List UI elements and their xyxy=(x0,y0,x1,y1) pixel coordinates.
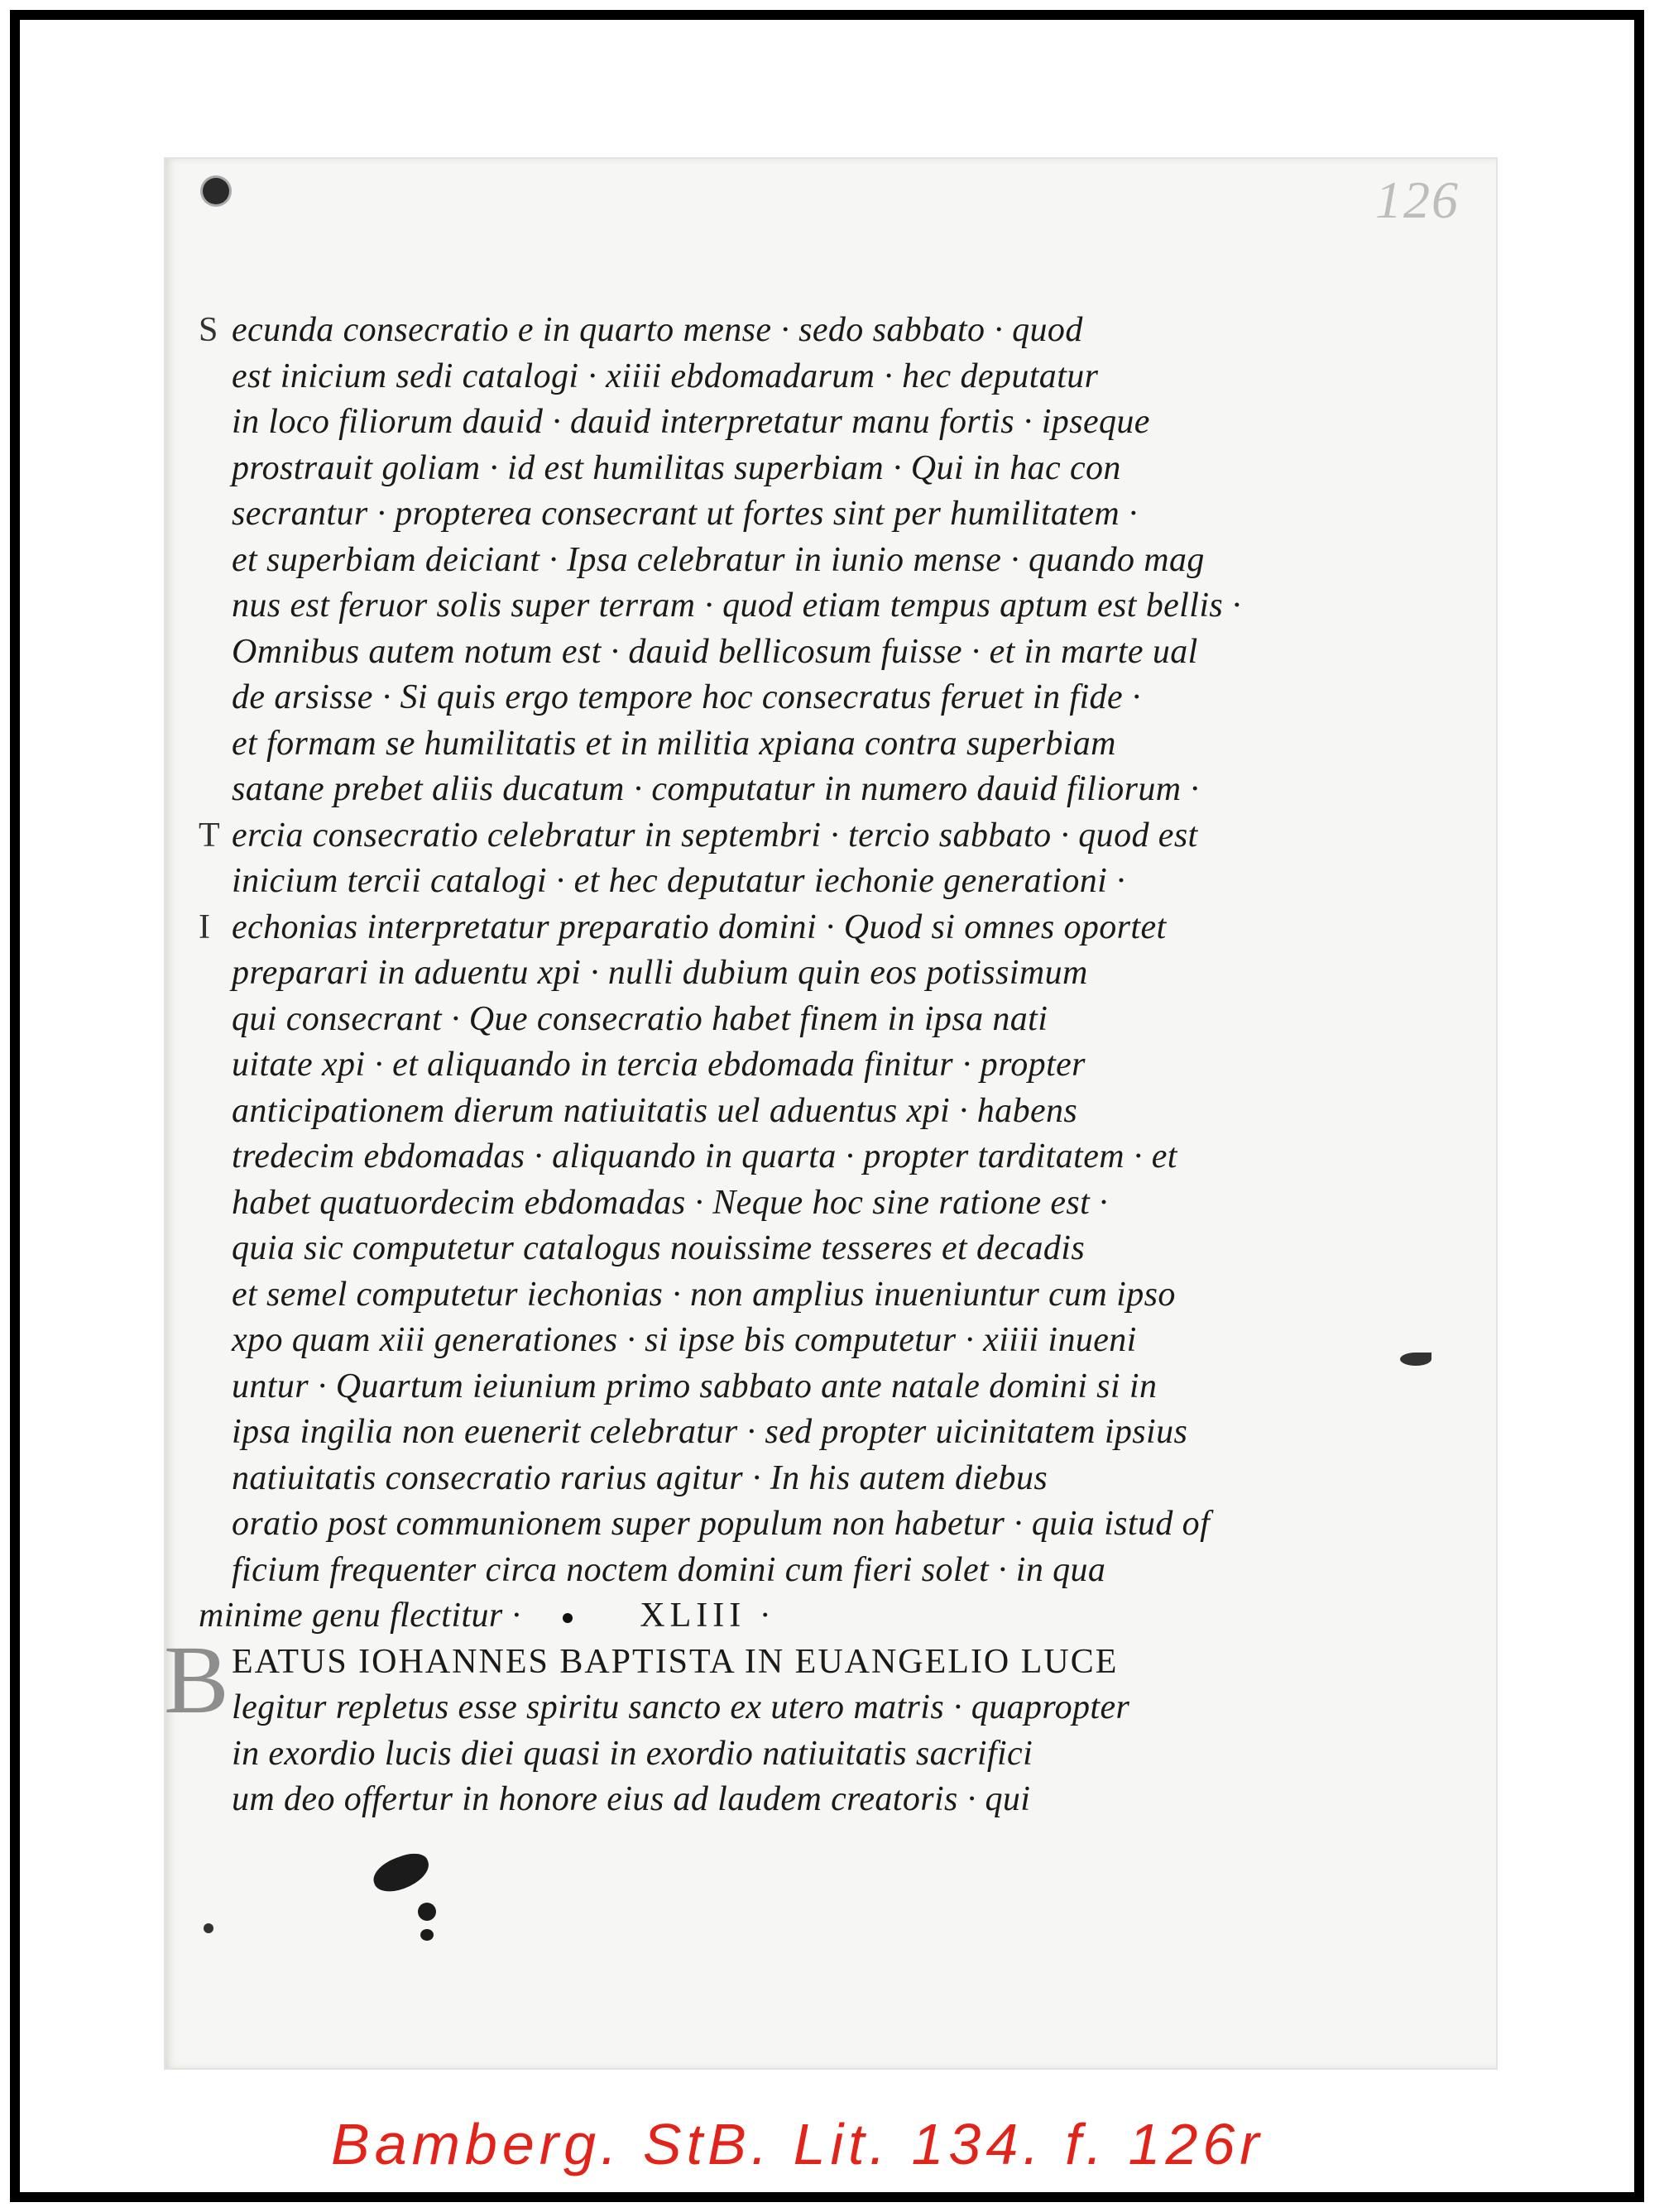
text-line xyxy=(199,491,1378,538)
line-text: legitur repletus esse spiritu sancto ex utero matris · quapropter xyxy=(232,1688,1130,1726)
text-line xyxy=(199,1180,1378,1227)
punctus-mark xyxy=(563,1613,573,1623)
folio-number: 126 xyxy=(1375,170,1460,229)
text-line xyxy=(199,308,1378,354)
text-line xyxy=(199,1318,1378,1364)
shelfmark-annotation: Bamberg. StB. Lit. 134. f. 126r xyxy=(331,2112,1264,2176)
ink-blot-dot xyxy=(420,1929,434,1941)
line-text: in loco filiorum dauid · dauid interpretatur manu fortis · ipseque xyxy=(232,403,1150,441)
chapter-heading-line xyxy=(199,1593,1378,1640)
line-text: nus est feruor solis super terram · quod etiam tempus aptum est bellis · xyxy=(232,587,1241,625)
section-initial-b: B xyxy=(164,1625,229,1734)
line-text: inicium tercii catalogi · et hec deputatur iechonie generationi · xyxy=(232,862,1126,900)
text-line xyxy=(199,354,1378,400)
line-text: EATUS IOHANNES BAPTISTA IN EUANGELIO LUCE xyxy=(232,1642,1119,1681)
line-text: de arsisse · Si quis ergo tempore hoc consecratus feruet in fide · xyxy=(232,678,1141,716)
text-line xyxy=(199,905,1378,951)
line-text: ipsa ingilia non euenerit celebratur · sed propter uicinitatem ipsius xyxy=(232,1413,1188,1451)
text-line xyxy=(199,1640,1378,1686)
text-line xyxy=(199,1456,1378,1502)
text-line xyxy=(199,1731,1378,1778)
text-line xyxy=(199,1685,1378,1731)
text-line xyxy=(199,630,1378,676)
line-text: oratio post communionem super populum non habetur · quia istud of xyxy=(232,1505,1211,1543)
line-text: et superbiam deiciant · Ipsa celebratur in iunio mense · quando mag xyxy=(232,540,1205,579)
line-text: anticipationem dierum natiuitatis uel aduentus xpi · habens xyxy=(232,1091,1078,1130)
text-line xyxy=(199,1089,1378,1135)
line-text: et formam se humilitatis et in militia xpiana contra superbiam xyxy=(232,724,1116,763)
line-text: preparari in aduentu xpi · nulli dubium quin eos potissimum xyxy=(232,954,1088,992)
line-text: qui consecrant · Que consecratio habet finem in ipsa nati xyxy=(232,999,1048,1038)
margin-dot xyxy=(204,1923,213,1933)
text-line xyxy=(199,583,1378,630)
line-text: et semel computetur iechonias · non amplius inueniuntur cum ipso xyxy=(232,1275,1176,1314)
text-line xyxy=(199,859,1378,905)
text-line xyxy=(199,767,1378,813)
ink-blot-dot xyxy=(418,1903,436,1921)
line-text: natiuitatis consecratio rarius agitur · In his autem diebus xyxy=(232,1458,1048,1497)
line-text: in exordio lucis diei quasi in exordio natiuitatis sacrifici xyxy=(232,1734,1033,1773)
text-line xyxy=(199,1777,1378,1823)
main-text xyxy=(199,308,1378,1593)
text-line xyxy=(199,1501,1378,1548)
second-section-text xyxy=(199,1640,1378,1823)
manuscript-text-block xyxy=(199,308,1378,1823)
line-text: xpo quam xiii generationes · si ipse bis computetur · xiiii inueni xyxy=(232,1321,1137,1359)
text-line xyxy=(199,950,1378,997)
line-text: satane prebet aliis ducatum · computatur in numero dauid filiorum · xyxy=(232,770,1200,808)
text-line xyxy=(199,538,1378,584)
text-line xyxy=(199,675,1378,721)
line-text: prostrauit goliam · id est humilitas superbiam · Qui in hac con xyxy=(232,448,1121,487)
text-line xyxy=(199,1272,1378,1319)
initial-letter: T xyxy=(199,816,221,855)
text-line xyxy=(199,1226,1378,1272)
initial-letter: S xyxy=(199,311,218,349)
line-text: tredecim ebdomadas · aliquando in quarta · propter tarditatem · et xyxy=(232,1137,1177,1175)
margin-ink-mark xyxy=(1400,1353,1431,1366)
line-text: uitate xpi · et aliquando in tercia ebdomada finitur · propter xyxy=(232,1046,1086,1084)
binding-hole-mark xyxy=(203,178,229,204)
line-text: um deo offertur in honore eius ad laudem creatoris · qui xyxy=(232,1780,1031,1818)
text-line xyxy=(199,813,1378,859)
text-line xyxy=(199,721,1378,768)
line-text: untur · Quartum ieiunium primo sabbato ante natale domini si in xyxy=(232,1367,1158,1405)
text-line xyxy=(199,1548,1378,1594)
text-line xyxy=(199,1134,1378,1180)
initial-letter: I xyxy=(199,907,211,946)
line-text: habet quatuordecim ebdomadas · Neque hoc sine ratione est · xyxy=(232,1183,1109,1222)
line-text: ficium frequenter circa noctem domini cum fieri solet · in qua xyxy=(232,1550,1106,1589)
line-text: Omnibus autem notum est · dauid bellicosum fuisse · et in marte ual xyxy=(232,632,1198,671)
last-line-text: minime genu flectitur · xyxy=(199,1597,521,1635)
text-line xyxy=(199,400,1378,446)
line-text: ecunda consecratio e in quarto mense · sedo sabbato · quod xyxy=(232,311,1083,349)
line-text: est inicium sedi catalogi · xiiii ebdomadarum · hec deputatur xyxy=(232,357,1099,395)
text-line xyxy=(199,997,1378,1043)
text-line xyxy=(199,1410,1378,1456)
line-text: echonias interpretatur preparatio domini · Quod si omnes oportet xyxy=(232,907,1167,946)
line-text: quia sic computetur catalogus nouissime tesseres et decadis xyxy=(232,1229,1086,1267)
text-line xyxy=(199,1364,1378,1410)
text-line xyxy=(199,446,1378,492)
text-line xyxy=(199,1042,1378,1089)
line-text: secrantur · propterea consecrant ut fortes sint per humilitatem · xyxy=(232,495,1138,533)
chapter-number: XLIII · xyxy=(640,1597,776,1635)
line-text: ercia consecratio celebratur in septembri · tercio sabbato · quod est xyxy=(232,816,1198,855)
